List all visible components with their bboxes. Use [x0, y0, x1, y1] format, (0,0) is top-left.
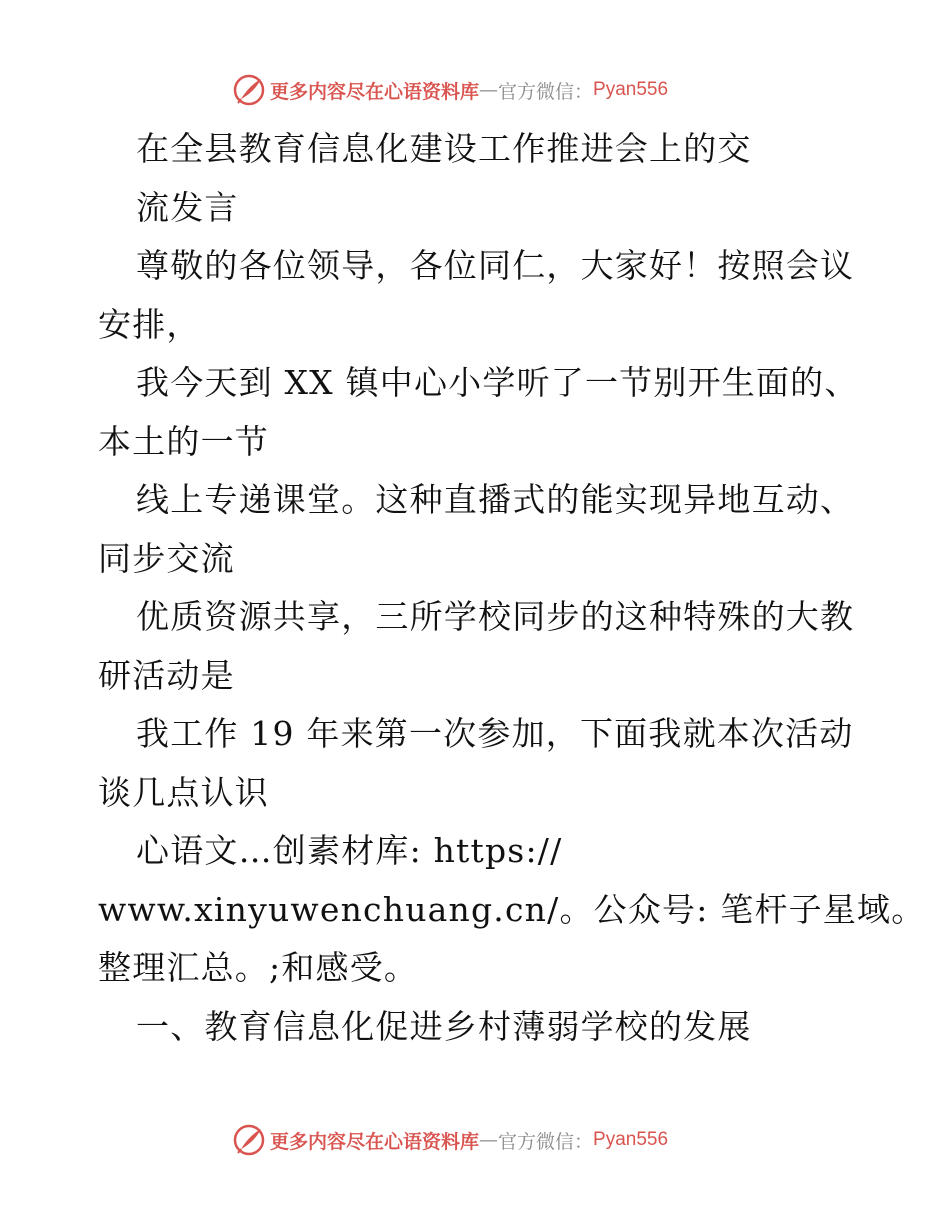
- watermark-separator: —: [479, 1129, 499, 1151]
- document-line: 一、教育信息化促进乡村薄弱学校的发展: [136, 1006, 752, 1046]
- watermark-wechat-id: Pyan556: [593, 1129, 669, 1150]
- watermark-wechat-label: 官方微信：: [498, 80, 594, 103]
- watermark-main-text: 更多内容尽在心语资料库: [270, 1130, 480, 1153]
- document-line: 心语文…创素材库: https://: [136, 831, 563, 870]
- watermark-main-text: 更多内容尽在心语资料库: [270, 80, 480, 103]
- document-line: 尊敬的各位领导，各位同仁，大家好！按照会议: [136, 246, 855, 285]
- document-line: 整理汇总。;和感受。: [98, 948, 419, 987]
- document-line: 谈几点认识: [98, 772, 269, 812]
- document-line: 优质资源共享，三所学校同步的这种特殊的大教: [136, 597, 855, 636]
- watermark-separator: —: [479, 79, 499, 101]
- document-line: www.xinyuwenchuang.cn/。公众号: 笔杆子星域。: [98, 889, 926, 929]
- document-line: 同步交流: [98, 538, 235, 578]
- document-line: 我今天到 XX 镇中心小学听了一节别开生面的、: [136, 363, 859, 402]
- document-line: 安排，: [98, 304, 201, 344]
- feather-quill-icon: [232, 1123, 266, 1157]
- document-body: [98, 120, 926, 1056]
- document-line: 流发言: [136, 187, 239, 227]
- feather-quill-icon: [232, 73, 266, 107]
- footer-watermark: [232, 1120, 752, 1160]
- document-line: 在全县教育信息化建设工作推进会上的交: [136, 129, 752, 168]
- document-line: 我工作 19 年来第一次参加，下面我就本次活动: [136, 714, 854, 753]
- document-line: 线上专递课堂。这种直播式的能实现异地互动、: [136, 480, 855, 519]
- watermark-wechat-label: 官方微信：: [498, 1130, 594, 1153]
- document-line: 本土的一节: [98, 421, 269, 461]
- document-line: 研活动是: [98, 655, 235, 695]
- watermark-wechat-id: Pyan556: [593, 79, 669, 100]
- header-watermark: [232, 70, 752, 110]
